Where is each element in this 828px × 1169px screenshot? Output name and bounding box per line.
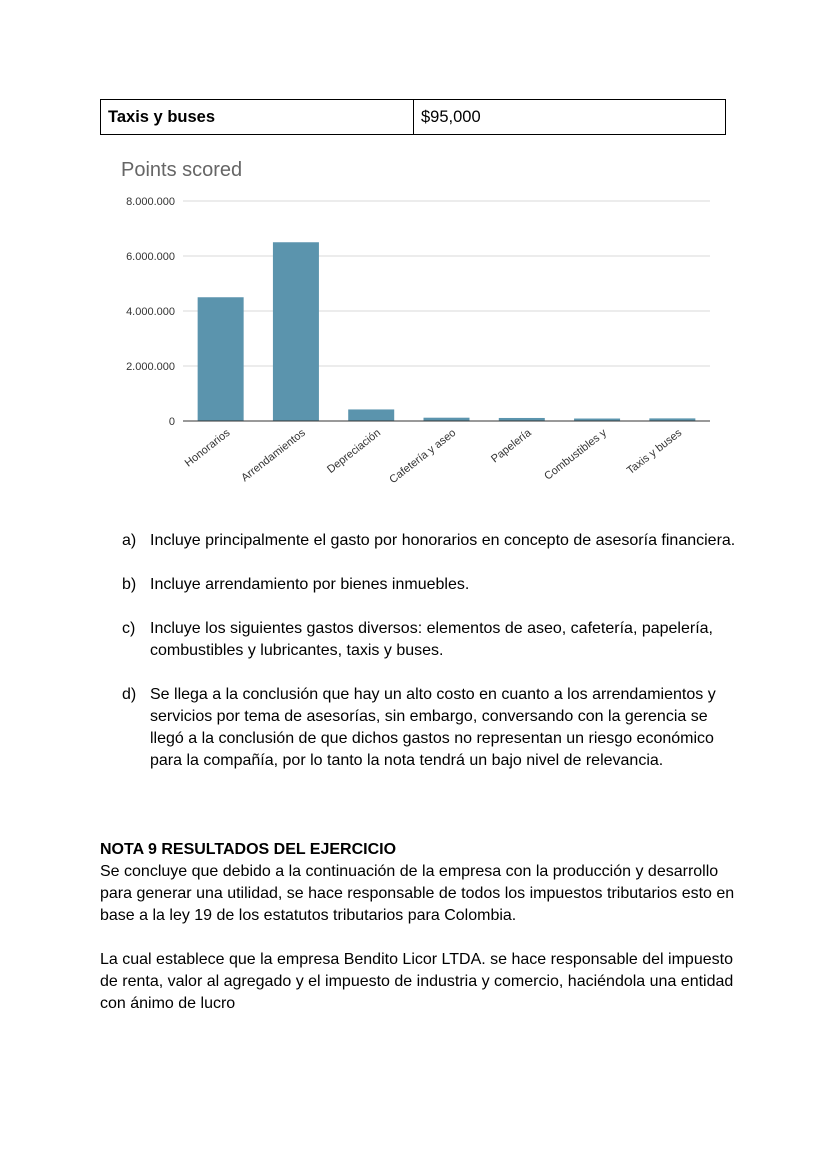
section-heading: NOTA 9 RESULTADOS DEL EJERCICIO <box>100 841 397 858</box>
y-tick-label: 2.000.000 <box>126 361 175 373</box>
y-tick-label: 0 <box>168 416 175 428</box>
expense-value: $95,000 <box>414 100 726 135</box>
x-tick-label: Honorarios <box>182 426 233 470</box>
x-tick-label: Papelería <box>489 426 534 466</box>
list-item <box>122 574 742 596</box>
note-text: Incluye arrendamiento por bienes inmuebles. <box>150 576 470 593</box>
list-marker: a) <box>122 532 137 549</box>
x-tick-label: Combustibles y <box>542 426 609 483</box>
y-tick-label: 8.000.000 <box>126 196 175 208</box>
note-text: Incluye los siguientes gastos diversos: elementos de aseo, cafetería, papelería, combustibles y lubricantes, taxis y buses. <box>150 620 713 659</box>
x-tick-label: Arrendamientos <box>239 426 308 485</box>
chart-y-ticks <box>126 196 175 428</box>
y-tick-label: 4.000.000 <box>126 306 175 318</box>
bar <box>348 409 394 421</box>
chart-gridlines <box>183 201 710 366</box>
x-tick-label: Taxis y buses <box>624 426 685 478</box>
chart-title: Points scored <box>121 159 243 181</box>
table-row <box>101 100 726 135</box>
list-marker: d) <box>122 686 137 703</box>
bar <box>273 242 319 421</box>
expense-table <box>100 99 726 135</box>
bar-chart <box>0 140 828 510</box>
x-tick-label: Cafetería y aseo <box>387 426 459 487</box>
y-tick-label: 6.000.000 <box>126 251 175 263</box>
chart-bars <box>198 242 696 421</box>
paragraph: Se concluye que debido a la continuación de la empresa con la producción y desarrollo para generar una utilidad, se hace responsable de todos los impuestos tributarios esto en base a la ley 19 de los estatutos tributarios para Colombia. <box>100 863 735 924</box>
list-item <box>122 618 742 662</box>
list-item <box>122 530 742 552</box>
list-item <box>122 684 742 772</box>
x-tick-label: Depreciación <box>325 426 384 476</box>
notes-list <box>122 530 742 794</box>
list-marker: c) <box>122 620 136 637</box>
bar <box>198 297 244 421</box>
paragraph: La cual establece que la empresa Bendito Licor LTDA. se hace responsable del impuesto de renta, valor al agregado y el impuesto de industria y comercio, haciéndola una entidad con ánimo de lucro <box>100 951 734 1012</box>
note9-section <box>100 839 740 1037</box>
list-marker: b) <box>122 576 137 593</box>
expense-label: Taxis y buses <box>101 100 414 135</box>
chart-x-labels <box>183 426 685 486</box>
note-text: Incluye principalmente el gasto por honorarios en concepto de asesoría financiera. <box>150 532 736 549</box>
note-text: Se llega a la conclusión que hay un alto costo en cuanto a los arrendamientos y servicios por tema de asesorías, sin embargo, conversando con la gerencia se llegó a la conclusión de que dichos gastos no representan un riesgo económico para la compañía, por lo tanto la nota tendrá un bajo nivel de relevancia. <box>150 686 716 769</box>
